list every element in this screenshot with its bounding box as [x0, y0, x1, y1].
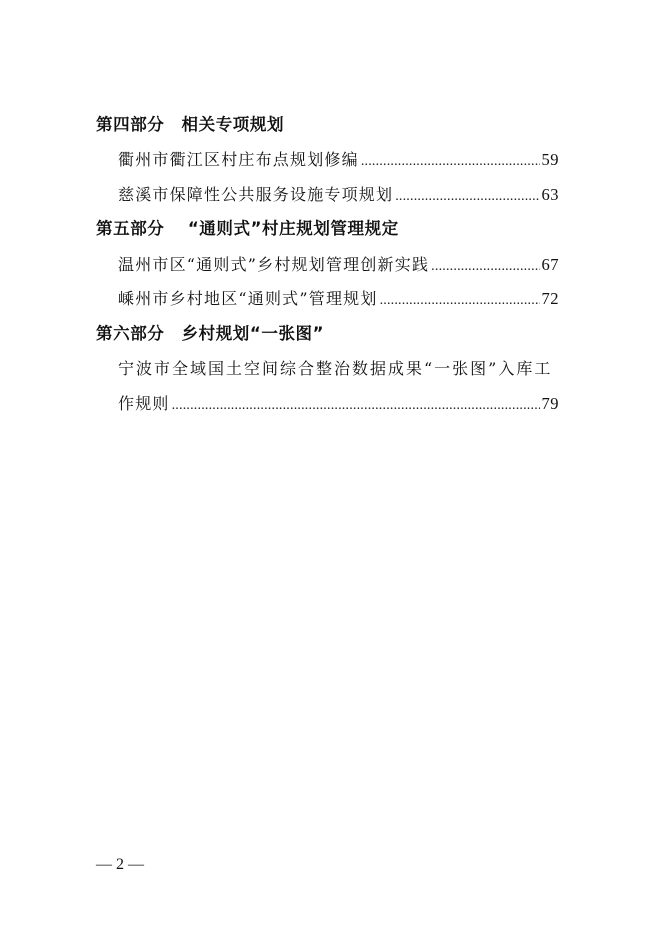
toc-entry[interactable] [118, 392, 559, 418]
dot-leader [172, 394, 540, 418]
section-heading-4: 第四部分 相关专项规划 [96, 115, 285, 134]
page-number: — 2 — [96, 856, 144, 873]
toc-entry-title: 慈溪市保障性公共服务设施专项规划 [118, 185, 394, 204]
toc-entry-title-line1[interactable]: 宁波市全域国土空间综合整治数据成果“一张图”入库工 [118, 359, 553, 378]
toc-entry[interactable] [118, 253, 559, 279]
toc-entry-page: 63 [541, 185, 559, 204]
toc-entry-page: 59 [541, 150, 559, 169]
toc-entry-title-line2: 作规则 [118, 394, 170, 413]
toc-entry[interactable] [118, 183, 559, 209]
toc-entry-title: 温州市区“通则式”乡村规划管理创新实践 [118, 255, 430, 274]
dot-leader [395, 185, 539, 209]
toc-entry-page: 67 [541, 255, 559, 274]
section-heading-6: 第六部分 乡村规划“一张图” [96, 324, 325, 343]
toc-entry-title: 衢州市衢江区村庄布点规划修编 [118, 150, 359, 169]
section-heading-5: 第五部分 “通则式”村庄规划管理规定 [96, 219, 399, 238]
toc-entry-page: 72 [541, 289, 559, 308]
dot-leader [361, 150, 540, 174]
toc-entry[interactable] [118, 287, 559, 313]
dot-leader [380, 289, 540, 313]
toc-entry[interactable] [118, 148, 559, 174]
toc-entry-title: 嵊州市乡村地区“通则式”管理规划 [118, 289, 378, 308]
dot-leader [431, 255, 539, 279]
toc-entry-page: 79 [541, 394, 559, 413]
